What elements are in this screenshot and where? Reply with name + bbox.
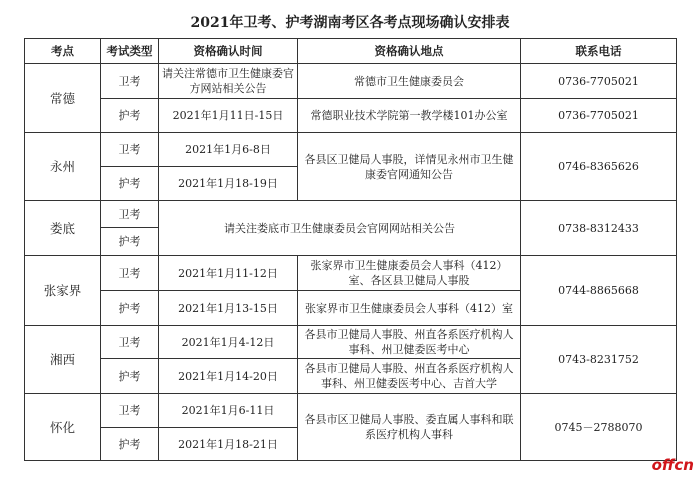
type-cell: 护考 [101, 99, 159, 133]
time-cell: 2021年1月4-12日 [159, 326, 298, 359]
phone-cell: 0736-7705021 [521, 99, 677, 133]
table-row [25, 256, 677, 291]
type-cell: 卫考 [101, 133, 159, 167]
header-time: 资格确认时间 [159, 39, 298, 64]
table-row [25, 99, 677, 133]
type-cell: 卫考 [101, 201, 159, 228]
time-cell: 2021年1月6-8日 [159, 133, 298, 167]
phone-cell: 0744-8865668 [521, 256, 677, 326]
time-cell: 2021年1月11日-15日 [159, 99, 298, 133]
phone-cell: 0738-8312433 [521, 201, 677, 256]
type-cell: 卫考 [101, 64, 159, 99]
place-cell: 张家界市卫生健康委员会人事科（412）室、各区县卫健局人事股 [298, 256, 521, 291]
city-cell: 常德 [25, 64, 101, 133]
header-phone: 联系电话 [521, 39, 677, 64]
type-cell: 护考 [101, 359, 159, 394]
watermark-logo: offcn [651, 456, 694, 474]
city-cell: 湘西 [25, 326, 101, 394]
type-cell: 卫考 [101, 326, 159, 359]
type-cell: 卫考 [101, 394, 159, 428]
type-cell: 卫考 [101, 256, 159, 291]
header-row [25, 39, 677, 64]
place-cell: 张家界市卫生健康委员会人事科（412）室 [298, 291, 521, 326]
header-place: 资格确认地点 [298, 39, 521, 64]
header-type: 考试类型 [101, 39, 159, 64]
page-title: 2021年卫考、护考湖南考区各考点现场确认安排表 [190, 15, 510, 31]
time-cell: 2021年1月6-11日 [159, 394, 298, 428]
table-row [25, 133, 677, 167]
time-cell: 2021年1月11-12日 [159, 256, 298, 291]
place-cell: 常德职业技术学院第一教学楼101办公室 [298, 99, 521, 133]
phone-cell: 0745－2788070 [521, 394, 677, 461]
table-row [25, 326, 677, 359]
time-cell: 2021年1月18-21日 [159, 428, 298, 461]
city-cell: 娄底 [25, 201, 101, 256]
time-cell: 请关注常德市卫生健康委官方网站相关公告 [159, 64, 298, 99]
type-cell: 护考 [101, 167, 159, 201]
phone-cell: 0746-8365626 [521, 133, 677, 201]
place-cell: 各县区卫健局人事股，详情见永州市卫生健康委官网通知公告 [298, 133, 521, 201]
city-cell: 怀化 [25, 394, 101, 461]
city-cell: 永州 [25, 133, 101, 201]
place-cell: 常德市卫生健康委员会 [298, 64, 521, 99]
time-cell: 2021年1月18-19日 [159, 167, 298, 201]
notice-cell: 请关注娄底市卫生健康委员会官网网站相关公告 [159, 201, 521, 256]
header-site: 考点 [25, 39, 101, 64]
place-cell: 各县市卫健局人事股、州直各系医疗机构人事科、州卫健委医考中心 [298, 326, 521, 359]
type-cell: 护考 [101, 291, 159, 326]
schedule-table [24, 38, 677, 461]
time-cell: 2021年1月14-20日 [159, 359, 298, 394]
table-row [25, 394, 677, 428]
type-cell: 护考 [101, 228, 159, 256]
phone-cell: 0743-8231752 [521, 326, 677, 394]
place-cell: 各县市卫健局人事股、州直各系医疗机构人事科、州卫健委医考中心、吉首大学 [298, 359, 521, 394]
phone-cell: 0736-7705021 [521, 64, 677, 99]
place-cell: 各县市区卫健局人事股、委直属人事科和联系医疗机构人事科 [298, 394, 521, 461]
table-row [25, 201, 677, 228]
time-cell: 2021年1月13-15日 [159, 291, 298, 326]
city-cell: 张家界 [25, 256, 101, 326]
type-cell: 护考 [101, 428, 159, 461]
table-row [25, 64, 677, 99]
